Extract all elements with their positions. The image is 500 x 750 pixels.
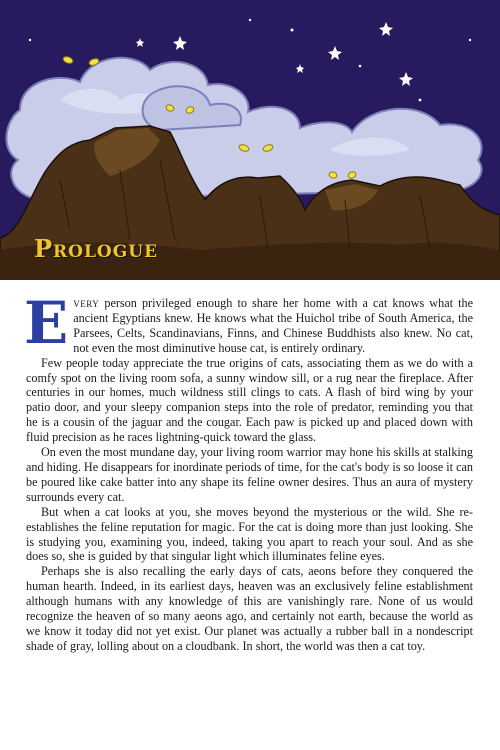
paragraph-1-text: person privileged enough to share her home with a cat knows what the ancient Egyptians knew. He knows what the Huichol tribe of South America, the Parsees, Celts, Scandinavians, Finns, and Chinese Buddhists also knew. No cat, not even the most diminutive house cat, is entirely ordinary. — [73, 296, 473, 355]
paragraph-5: Perhaps she is also recalling the early days of cats, aeons before they conquered the human hearth. Indeed, in its earliest days, heaven was an exclusively feline establishment although humans with any knowledge of this are vanishingly rare. None of us would recognize the heaven of so many aeons ago, and certainly not earth, because the world as we know it today did not yet exist. Our planet was actually a rubber ball in a nondescript shade of gray, lolling about on a cloudbank. In short, the world was then a cat toy. — [26, 564, 473, 653]
paragraph-2: Few people today appreciate the true origins of cats, associating them as we do with a comfy spot on the living room sofa, a sunny window sill, or a rug near the fireplace. After centuries in our homes, much wildness still clings to cats. A flash of bird wing by your patio door, and your sleepy companion steps into the role of predator, reminding you that he is a cousin of the jaguar and the cougar. Each paw is picked up and placed down with fluid precision as he races lightning-quick toward the glass. — [26, 355, 473, 445]
paragraph-1 — [24, 289, 473, 357]
drop-cap-letter: E — [24, 289, 69, 357]
lead-word: very — [73, 296, 100, 310]
chapter-title: Prologue — [34, 234, 159, 263]
paragraph-3: On even the most mundane day, your living room warrior may hone his skills at stalking and hiding. He disappears for inordinate periods of time, for the cat's body is so loose it can be poured like cake batter into any shape its feline owner desires. Thus an aura of mystery surrounds every cat. — [26, 445, 473, 504]
prologue-body — [24, 289, 473, 654]
prologue-illustration — [0, 0, 500, 280]
paragraph-4: But when a cat looks at you, she moves beyond the mysterious or the wild. She re-establishes the feline reputation for magic. For the cat is doing more than just looking. She is studying you, examining you, indeed, taking you apart to reach your soul. And as she does so, she is guided by that singular light which illuminates feline eyes. — [26, 504, 473, 564]
